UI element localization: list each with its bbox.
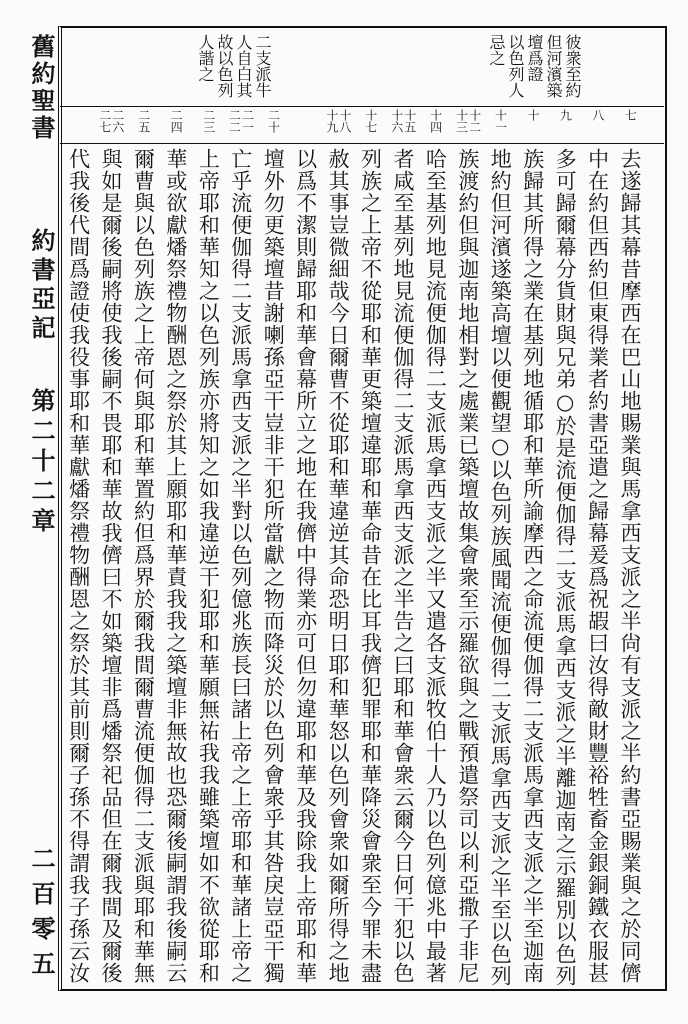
verse-number: 二五 <box>136 109 151 133</box>
body-text <box>62 148 646 988</box>
verse-number-row <box>62 109 646 142</box>
verse-number: 二七 <box>97 109 112 133</box>
text-column: 者咸至基列地見流便伽得二支派馬拿西支派之半告之曰耶和華會衆云爾今日何干犯以色 <box>390 148 415 984</box>
verse-number: 二三 <box>201 109 216 133</box>
note-column: 故以色列 <box>215 34 234 98</box>
verse-cell <box>95 109 127 142</box>
note-column: 以色列人 <box>506 34 525 98</box>
text-column: 亡乎流便伽得二支派馬拿西支派之半對以色列億兆族長曰諸上帝之上帝耶和華諸上帝之 <box>228 148 253 984</box>
verse-cell <box>322 109 354 142</box>
text-column: 上帝耶和華知之以色列族亦將知之如我違逆干犯耶和華願無祐我我雖築壇如不欲從耶和 <box>196 148 221 984</box>
verse-cell <box>484 109 516 142</box>
verse-number: 十 <box>525 109 540 121</box>
verse-cell <box>516 109 548 142</box>
page-number: 二百零五 <box>27 846 56 986</box>
note-column: 但河濱築 <box>544 34 563 98</box>
text-column: 與如是爾後嗣將使我後嗣不畏耶和華故我儕曰不如築壇非爲燔祭祀品但在爾我間及爾後 <box>99 148 123 984</box>
verse-number: 十三 <box>454 109 469 133</box>
verse-number: 十五 <box>402 109 417 133</box>
note-column: 人自白其 <box>234 34 253 98</box>
text-column: 多可歸爾幕分貨財與兄弟○於是流便伽得二支派馬拿西支派之半離迦南之示羅別以色列 <box>553 148 578 987</box>
verse-cell <box>354 109 386 142</box>
text-column: 哈至基列地見流便伽得二支派馬拿西支派之半又遣各支派牧伯十人乃以色列億兆中最著 <box>423 148 448 984</box>
book-name: 約書亞記 <box>27 228 56 344</box>
verse-row-divider <box>60 143 664 144</box>
text-column: 族渡約但與迦南地相對之處業已築壇故集會衆至示羅欲與之戰預遣祭司以利亞撒子非尼 <box>455 148 480 984</box>
verse-cell <box>614 109 646 142</box>
text-column: 代我後代間爲證使我役事耶和華獻燔祭禮物酬恩之祭於其前則爾子孫不得謂我子孫云汝 <box>66 148 91 984</box>
verse-cell <box>159 109 191 142</box>
verse-number: 二一 <box>240 109 255 133</box>
text-column: 中在約但西約但東得業者約書亞遣之歸幕爰爲祝嘏曰汝得敵財豐裕牲畜金銀銅鐵衣服甚 <box>585 148 610 984</box>
verse-cell <box>224 109 256 142</box>
header-note-right <box>482 34 582 104</box>
text-column: 爾曹與以色列族之上帝何與耶和華置約但爲界於爾我間爾曹流便伽得二支派與耶和華無 <box>131 148 156 984</box>
note-column: 二支派牛 <box>253 34 272 98</box>
verse-number: 十二 <box>467 109 482 133</box>
text-column: 地約但河濱遂築高壇以便觀望○以色列族風聞流便伽得二支派馬拿西支派之半至以色列 <box>488 148 513 987</box>
verse-number: 十七 <box>363 109 378 133</box>
text-column: 壇外勿更築壇昔謝喇孫亞干豈非干犯所當獻之物而降災於以色列會衆乎其咎戾豈亞干獨 <box>261 148 286 984</box>
verse-number: 十四 <box>428 109 443 133</box>
verse-number: 二十 <box>266 109 281 133</box>
text-column: 列族之上帝不從耶和華更築壇違耶和華命昔在比耳我儕犯罪耶和華降災會衆至今罪未盡 <box>358 148 383 984</box>
text-column: 去遂歸其幕昔摩西在巴山地賜業與馬拿西支派之半尙有支派之半約書亞賜業與之於同儕 <box>618 148 642 984</box>
verse-number: 十六 <box>389 109 404 133</box>
verse-cell <box>419 109 451 142</box>
verse-cell <box>62 109 94 142</box>
verse-cell <box>451 109 483 142</box>
verse-cell <box>581 109 613 142</box>
text-column: 華或欲獻燔祭禮物酬恩之祭於其上願耶和華責我我之築壇非無故也恐爾後嗣謂我後嗣云 <box>163 148 188 984</box>
verse-number: 二二 <box>227 109 242 133</box>
book-title: 舊約聖書 <box>27 34 56 142</box>
verse-number: 十一 <box>493 109 508 133</box>
note-column: 彼衆至約 <box>563 34 582 98</box>
verse-cell <box>192 109 224 142</box>
verse-cell <box>549 109 581 142</box>
verse-cell <box>257 109 289 142</box>
text-column: 以爲不潔則歸耶和華會幕所立之地在我儕中得業亦可但勿違耶和華及我除我上帝耶和華 <box>293 148 318 984</box>
note-column: 壇爲證 <box>525 34 544 82</box>
verse-number: 二四 <box>169 109 184 133</box>
verse-number: 七 <box>623 109 638 121</box>
verse-cell <box>289 109 321 142</box>
verse-cell <box>387 109 419 142</box>
text-column: 赦其事豈微細哉今日爾曹不從耶和華違逆其命恐明日耶和華怒以色列會衆如爾所得之地 <box>326 148 351 984</box>
verse-number: 八 <box>590 109 605 121</box>
verse-number: 九 <box>558 109 573 121</box>
note-column: 人諧之 <box>196 34 215 82</box>
verse-number: 十九 <box>324 109 339 133</box>
verse-cell <box>127 109 159 142</box>
chapter-heading: 第二十二章 <box>27 388 56 538</box>
header-note-left <box>194 34 272 104</box>
header-divider <box>60 106 664 107</box>
text-column: 族歸其所得之業在基列地循耶和華所諭摩西之命流便伽得二支派馬拿西支派之半至迦南 <box>520 148 545 984</box>
verse-number: 十八 <box>337 109 352 133</box>
verse-number: 二六 <box>110 109 125 133</box>
note-column: 忌之 <box>487 34 506 66</box>
